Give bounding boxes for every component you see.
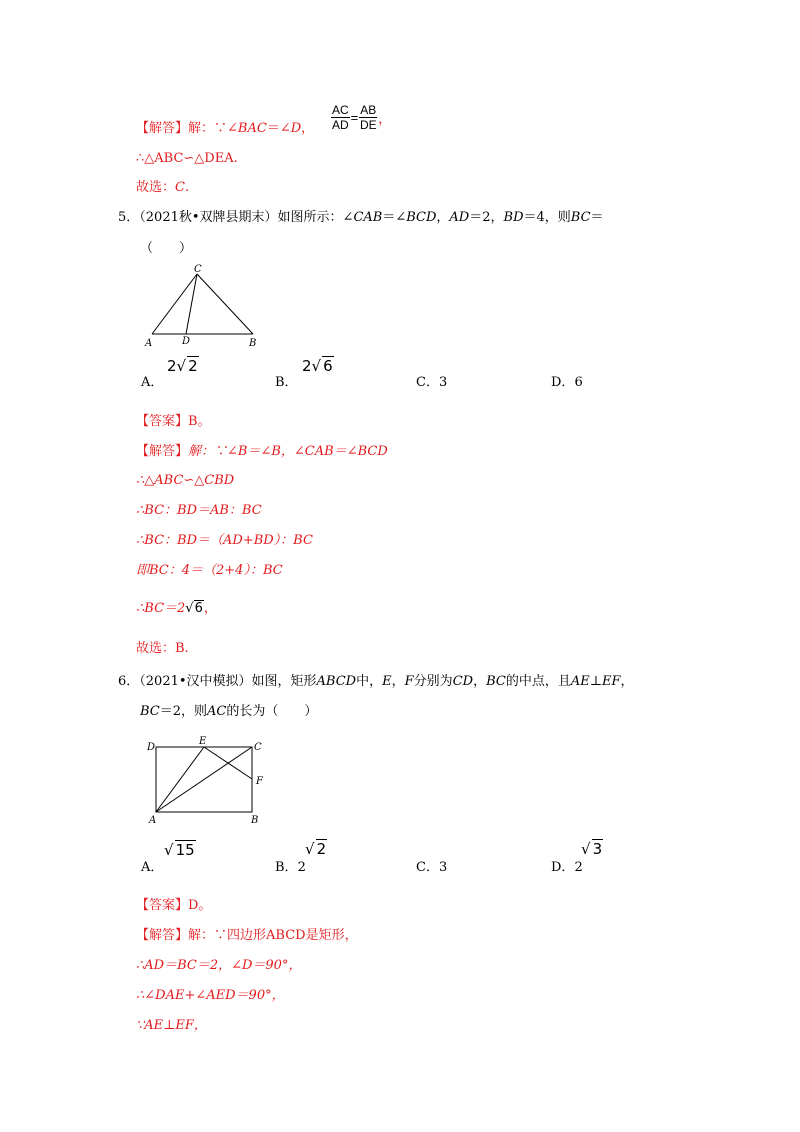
question-number: 6． bbox=[118, 674, 140, 689]
text-segment: BD bbox=[503, 210, 524, 225]
segment-cd bbox=[186, 274, 197, 334]
text-segment: ， bbox=[391, 674, 405, 689]
text-segment: 解：∵四边形ABCD是矩形， bbox=[188, 928, 358, 943]
radicand: 2 bbox=[188, 357, 198, 375]
label-b: B bbox=[249, 338, 257, 349]
q5-solution-line2: ∴△ABC∽△CBD bbox=[136, 473, 235, 488]
option-letter: D． bbox=[551, 375, 575, 390]
option-letter: D． bbox=[551, 860, 575, 875]
segment-ac bbox=[152, 274, 197, 334]
q5-triangle-figure bbox=[140, 262, 270, 352]
q6-solution-line2: ∴AD＝BC＝2，∠D＝90°， bbox=[136, 958, 302, 973]
text-segment: ＝2， bbox=[469, 210, 504, 225]
text-segment: ， bbox=[378, 112, 392, 127]
text-segment: ， bbox=[436, 210, 450, 225]
q6-solution-line1 bbox=[136, 927, 358, 945]
text-segment: 解：∵∠B＝∠B，∠CAB＝∠BCD bbox=[188, 444, 388, 459]
text-segment: ＝4，则 bbox=[523, 210, 571, 225]
text-segment: 故选： bbox=[136, 180, 176, 195]
text-segment: E bbox=[382, 674, 392, 689]
option-letter: B． bbox=[275, 860, 298, 875]
q5-option-a-value: 2√ 2 bbox=[167, 357, 198, 375]
text-segment: ＝2，则 bbox=[159, 704, 208, 719]
fraction-numerator: AC bbox=[332, 103, 349, 117]
radicand: 2 bbox=[316, 840, 327, 858]
radicand: 15 bbox=[175, 841, 195, 859]
label-d: D bbox=[147, 742, 156, 753]
q5-solution-line7: 故选：B. bbox=[136, 641, 189, 656]
text-segment: CAB bbox=[353, 210, 383, 225]
prev-solution-line1 bbox=[136, 120, 314, 138]
coefficient: 2 bbox=[574, 860, 583, 875]
radicand: 3 bbox=[592, 840, 603, 858]
text-segment: ABCD bbox=[316, 674, 357, 689]
option-value: 6 bbox=[574, 375, 583, 390]
q6-option-d bbox=[551, 859, 583, 877]
q6-option-d-value: √ 3 bbox=[581, 840, 603, 858]
q6-solution-line3: ∴∠DAE+∠AED＝90°， bbox=[136, 988, 285, 1003]
fraction-ab-de bbox=[359, 103, 377, 132]
q6-option-b bbox=[275, 859, 306, 877]
equals-sign: = bbox=[350, 110, 359, 125]
segment-ae bbox=[156, 747, 204, 812]
option-value: 3 bbox=[438, 860, 448, 875]
text-segment: 解：∵∠ bbox=[188, 121, 238, 136]
fraction-ac-ad bbox=[331, 103, 350, 132]
fraction-denominator: AD bbox=[332, 118, 349, 132]
q6-solution-line4: ∵AE⊥EF， bbox=[136, 1018, 207, 1033]
text-segment: BC bbox=[140, 704, 160, 719]
q6-stem-line1 bbox=[118, 673, 634, 691]
label-d: D bbox=[182, 336, 191, 347]
segment-ac bbox=[156, 747, 252, 812]
q5-stem bbox=[118, 209, 604, 227]
coefficient: 2 bbox=[167, 357, 177, 375]
q5-paren: （ ） bbox=[140, 241, 193, 256]
fraction-numerator: AB bbox=[360, 103, 377, 117]
fraction-denominator: DE bbox=[359, 118, 377, 132]
text-segment: BCD bbox=[406, 210, 437, 225]
text-segment: 中， bbox=[356, 674, 383, 689]
text-segment: BC bbox=[486, 674, 506, 689]
label-c: C bbox=[254, 742, 262, 753]
ratio-equation bbox=[330, 103, 391, 132]
q5-solution-line1 bbox=[136, 443, 388, 461]
text-segment: BAC bbox=[237, 121, 267, 136]
text-segment: AC bbox=[207, 704, 227, 719]
coefficient: 2 bbox=[297, 860, 306, 875]
text-segment: D bbox=[290, 121, 302, 136]
q5-option-a-letter: A． bbox=[141, 375, 164, 390]
coefficient: 2 bbox=[302, 357, 312, 375]
answer-tag: 【答案】 bbox=[136, 414, 189, 429]
text-segment: ， bbox=[473, 674, 487, 689]
q6-stem-line2 bbox=[140, 703, 317, 721]
text-segment: BC bbox=[570, 210, 591, 225]
text-segment: 分别为 bbox=[413, 674, 453, 689]
text-segment: ∴BC＝2 bbox=[136, 601, 186, 616]
text-segment: 的中点，且 bbox=[505, 674, 571, 689]
label-c: C bbox=[194, 264, 202, 275]
text-segment: ， bbox=[620, 674, 634, 689]
text-segment: F bbox=[404, 674, 414, 689]
q5-solution-line6 bbox=[136, 600, 217, 618]
option-letter: C． bbox=[416, 860, 439, 875]
q6-answer bbox=[136, 897, 211, 915]
text-segment: ＝ bbox=[590, 210, 604, 225]
q6-option-c bbox=[416, 859, 447, 877]
text-segment: ⊥ bbox=[589, 674, 602, 689]
answer-value: B。 bbox=[188, 414, 211, 429]
answer-value: D。 bbox=[188, 898, 212, 913]
q5-option-d bbox=[551, 374, 583, 392]
q5-option-c bbox=[416, 374, 447, 392]
text-segment: ＝∠ bbox=[382, 210, 407, 225]
q5-solution-line3: ∴BC：BD＝AB：BC bbox=[136, 503, 262, 518]
prev-solution-choose bbox=[136, 179, 189, 197]
q5-solution-line5: 即BC：4＝（2+4）：BC bbox=[136, 563, 283, 578]
q6-option-a-letter: A． bbox=[141, 860, 164, 875]
option-value: 3 bbox=[438, 375, 448, 390]
text-segment: AD bbox=[449, 210, 470, 225]
option-letter: C． bbox=[416, 375, 439, 390]
q6-option-a-value: √ 15 bbox=[164, 841, 195, 859]
q5-option-b-value: 2√ 6 bbox=[302, 357, 333, 375]
question-number: 5． bbox=[118, 210, 140, 225]
text-segment: ， bbox=[203, 601, 217, 616]
q5-solution-line4: ∴BC：BD＝（AD+BD）：BC bbox=[136, 533, 313, 548]
jieda-tag: 【解答】 bbox=[136, 121, 189, 136]
q6-rectangle-figure bbox=[140, 733, 270, 828]
segment-cb bbox=[197, 274, 253, 334]
label-a: A bbox=[145, 338, 153, 349]
text-segment: 的长为（ ） bbox=[226, 704, 318, 719]
label-e: E bbox=[199, 736, 207, 747]
text-segment: （2021秋•双牌县期末）如图所示：∠ bbox=[139, 210, 354, 225]
radical: √6 bbox=[185, 601, 203, 616]
q6-option-b-value: √ 2 bbox=[305, 840, 327, 858]
jieda-tag: 【解答】 bbox=[136, 928, 189, 943]
jieda-tag: 【解答】 bbox=[136, 444, 189, 459]
text-segment: CD bbox=[452, 674, 474, 689]
q5-answer bbox=[136, 413, 211, 431]
text-segment: ＝∠ bbox=[266, 121, 291, 136]
text-segment: AE bbox=[570, 674, 590, 689]
text-segment: C bbox=[175, 180, 185, 195]
text-segment: （2021•汉中模拟）如图，矩形 bbox=[139, 674, 317, 689]
prev-solution-line2: ∴△ABC∽△DEA. bbox=[136, 151, 238, 166]
text-segment: ， bbox=[301, 121, 315, 136]
label-f: F bbox=[256, 776, 263, 787]
answer-tag: 【答案】 bbox=[136, 898, 189, 913]
q5-option-b-letter: B． bbox=[275, 375, 298, 390]
radicand: 6 bbox=[194, 601, 203, 616]
text-segment: EF bbox=[601, 674, 621, 689]
label-a: A bbox=[149, 815, 157, 826]
label-b: B bbox=[251, 815, 259, 826]
radicand: 6 bbox=[323, 357, 333, 375]
text-segment: . bbox=[184, 180, 190, 195]
